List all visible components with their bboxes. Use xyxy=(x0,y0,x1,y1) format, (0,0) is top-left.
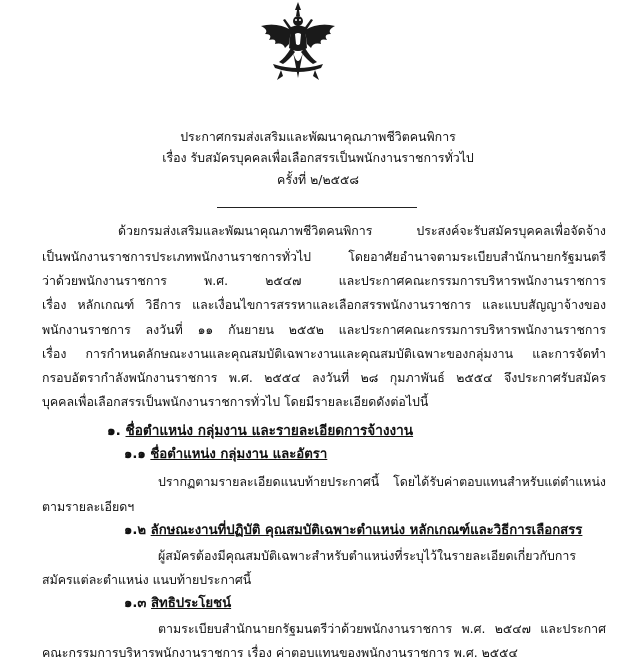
section-1-1-body-line-1: ปรากฏตามรายละเอียดแนบท้ายประกาศนี้ โดยได้รับค่าตอบแทนสำหรับแต่ตำแหน่ง xyxy=(158,474,606,489)
section-1-2-body-line-2: สมัครแต่ละตำแหน่ง แนบท้ายประกาศนี้ xyxy=(42,572,252,587)
intro-line-6: เรื่อง การกำหนดลักษณะงานและคุณสมบัติเฉพาะงานและคุณสมบัติเฉพาะของกลุ่มงาน และการจัดทำ xyxy=(42,346,606,361)
section-1-3-title: สิทธิประโยชน์ xyxy=(151,596,232,611)
section-1-3-number: ๑.๓ xyxy=(124,596,147,611)
section-1-number: ๑. xyxy=(107,423,121,439)
intro-line-7: กรอบอัตรากำลังพนักงานราชการ พ.ศ. ๒๕๕๔ ลงวันที่ ๒๘ กุมภาพันธ์ ๒๕๕๔ จึงประกาศรับสมัคร xyxy=(42,370,606,385)
intro-line-3: ว่าด้วยพนักงานราชการ พ.ศ. ๒๕๔๗ และประกาศคณะกรรมการบริหารพนักงานราชการ xyxy=(42,273,606,288)
section-1-2-title: ลักษณะงานที่ปฏิบัติ คุณสมบัติเฉพาะตำแหน่ง หลักเกณฑ์และวิธีการเลือกสรร xyxy=(150,523,583,538)
header-divider xyxy=(217,207,417,208)
section-1-2-heading xyxy=(124,523,582,539)
header-title: ประกาศกรมส่งเสริมและพัฒนาคุณภาพชีวิตคนพิการ xyxy=(180,129,456,144)
header-subject: เรื่อง รับสมัครบุคคลเพื่อเลือกสรรเป็นพนักงานราชการทั่วไป xyxy=(162,150,474,165)
section-1-3-heading xyxy=(124,596,231,612)
section-1-1-heading xyxy=(124,447,327,463)
intro-line-5: พนักงานราชการ ลงวันที่ ๑๑ กันยายน ๒๕๕๒ และประกาศคณะกรรมการบริหารพนักงานราชการ xyxy=(42,322,606,337)
intro-line-4: เรื่อง หลักเกณฑ์ วิธีการ และเงื่อนไขการสรรหาและเลือกสรรพนักงานราชการ และแบบสัญญาจ้างของ xyxy=(42,297,606,312)
section-1-1-number: ๑.๑ xyxy=(124,447,146,462)
section-1-title: ชื่อตำแหน่ง กลุ่มงาน และรายละเอียดการจ้างงาน xyxy=(125,423,414,439)
section-1-2-number: ๑.๒ xyxy=(124,523,147,538)
section-1-heading xyxy=(107,423,413,439)
intro-line-8: บุคคลเพื่อเลือกสรรเป็นพนักงานราชการทั่วไป โดยมีรายละเอียดดังต่อไปนี้ xyxy=(42,394,429,409)
section-1-3-body-line-2: คณะกรรมการบริหารพนักงานราชการ เรื่อง ค่าตอบแทนของพนักงานราชการ พ.ศ. ๒๕๕๔ xyxy=(42,645,518,660)
section-1-1-body-line-2: ตามรายละเอียดฯ xyxy=(42,499,135,514)
intro-line-2: เป็นพนักงานราชการประเภทพนักงานราชการทั่วไป โดยอาศัยอำนาจตามระเบียบสำนักนายกรัฐมนตรี xyxy=(42,249,606,264)
intro-line-1: ด้วยกรมส่งเสริมและพัฒนาคุณภาพชีวิตคนพิการ ประสงค์จะรับสมัครบุคคลเพื่อจัดจ้าง xyxy=(118,223,606,238)
section-1-3-body-line-1: ตามระเบียบสำนักนายกรัฐมนตรีว่าด้วยพนักงานราชการ พ.ศ. ๒๕๔๗ และประกาศ xyxy=(158,621,606,636)
header-issue-number: ครั้งที่ ๒/๒๕๕๘ xyxy=(277,172,359,187)
garuda-emblem-icon xyxy=(255,0,341,86)
section-1-2-body-line-1: ผู้สมัครต้องมีคุณสมบัติเฉพาะสำหรับตำแหน่งที่ระบุไว้ในรายละเอียดเกี่ยวกับการ xyxy=(158,548,577,563)
section-1-1-title: ชื่อตำแหน่ง กลุ่มงาน และอัตรา xyxy=(150,447,328,462)
